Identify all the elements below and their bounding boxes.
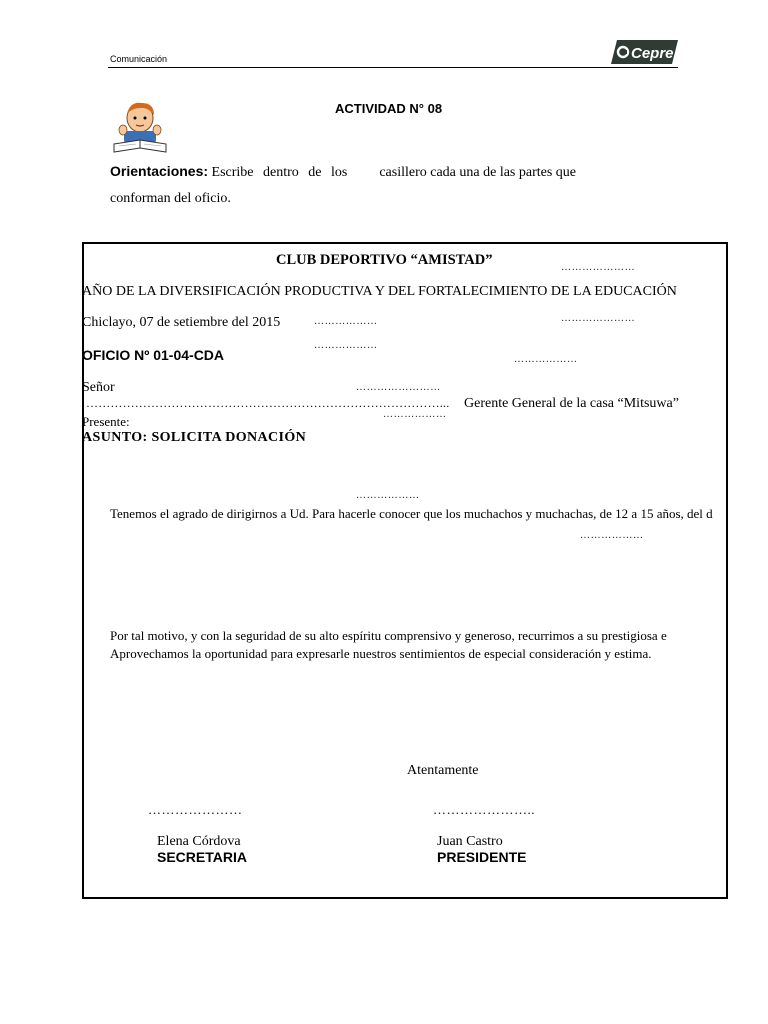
letter-closing: Atentamente (407, 763, 479, 778)
header-divider (108, 67, 678, 68)
letter-year-name: AÑO DE LA DIVERSIFICACIÓN PRODUCTIVA Y DEL FORTALECIMIENTO DE LA EDUCACIÓN (82, 284, 677, 299)
letter-code: OFICIO Nº 01-04-CDA (82, 347, 225, 363)
placeholder-dots: ……………… (514, 354, 578, 365)
signature-role-president: PRESIDENTE (437, 849, 527, 865)
placeholder-dots: ………………… (561, 313, 636, 324)
placeholder-dots: …………………… (356, 382, 441, 393)
recipient-dotted-line: ……………………………………………………………………………... (86, 396, 450, 410)
letter-subject: ASUNTO: SOLICITA DONACIÓN (82, 430, 307, 445)
letter-frame (82, 242, 728, 899)
placeholder-dots: ……………… (314, 316, 378, 327)
signature-name-secretary: Elena Córdova (157, 834, 241, 849)
placeholder-dots: ……………… (580, 530, 644, 541)
student-reading-illustration (110, 98, 170, 156)
letter-place-date: Chiclayo, 07 de setiembre del 2015 (82, 315, 281, 330)
orientations-text-1: Escribe dentro de los (211, 165, 348, 180)
letter-body-paragraph-2: Por tal motivo, y con la seguridad de su alto espíritu comprensivo y generoso, recurrimos a su prestigiosa e (110, 628, 667, 643)
letter-club-name: CLUB DEPORTIVO “AMISTAD” (276, 252, 493, 268)
orientations-text-2: casillero cada una de las partes que conforman del oficio. (110, 165, 577, 206)
placeholder-dots: ……………… (356, 490, 420, 501)
cepre-logo (611, 40, 678, 64)
letter-body-paragraph-1: Tenemos el agrado de dirigirnos a Ud. Para hacerle conocer que los muchachos y muchachas, de 12 a 15 años, del d (110, 506, 713, 521)
svg-text:Cepre: Cepre (631, 45, 674, 62)
signature-line-president: ………………….. (433, 802, 535, 817)
signature-name-president: Juan Castro (437, 834, 503, 849)
letter-recipient: Señor (82, 380, 115, 395)
signature-role-secretary: SECRETARIA (157, 849, 247, 865)
orientations-label: Orientaciones: (110, 163, 209, 179)
placeholder-dots: ………………… (561, 262, 636, 273)
activity-title: ACTIVIDAD N° 08 (335, 101, 443, 116)
header-subject: Comunicación (110, 54, 168, 64)
orientations-paragraph (110, 158, 630, 212)
letter-presente: Presente: (82, 414, 130, 429)
letter-body-paragraph-3: Aprovechamos la oportunidad para expresarle nuestros sentimientos de especial consideración y estima. (110, 646, 652, 661)
placeholder-dots: ……………… (314, 340, 378, 351)
placeholder-dots: ……………… (383, 409, 447, 420)
signature-line-secretary: ………………… (148, 802, 243, 817)
letter-recipient-title: Gerente General de la casa “Mitsuwa” (464, 396, 679, 411)
